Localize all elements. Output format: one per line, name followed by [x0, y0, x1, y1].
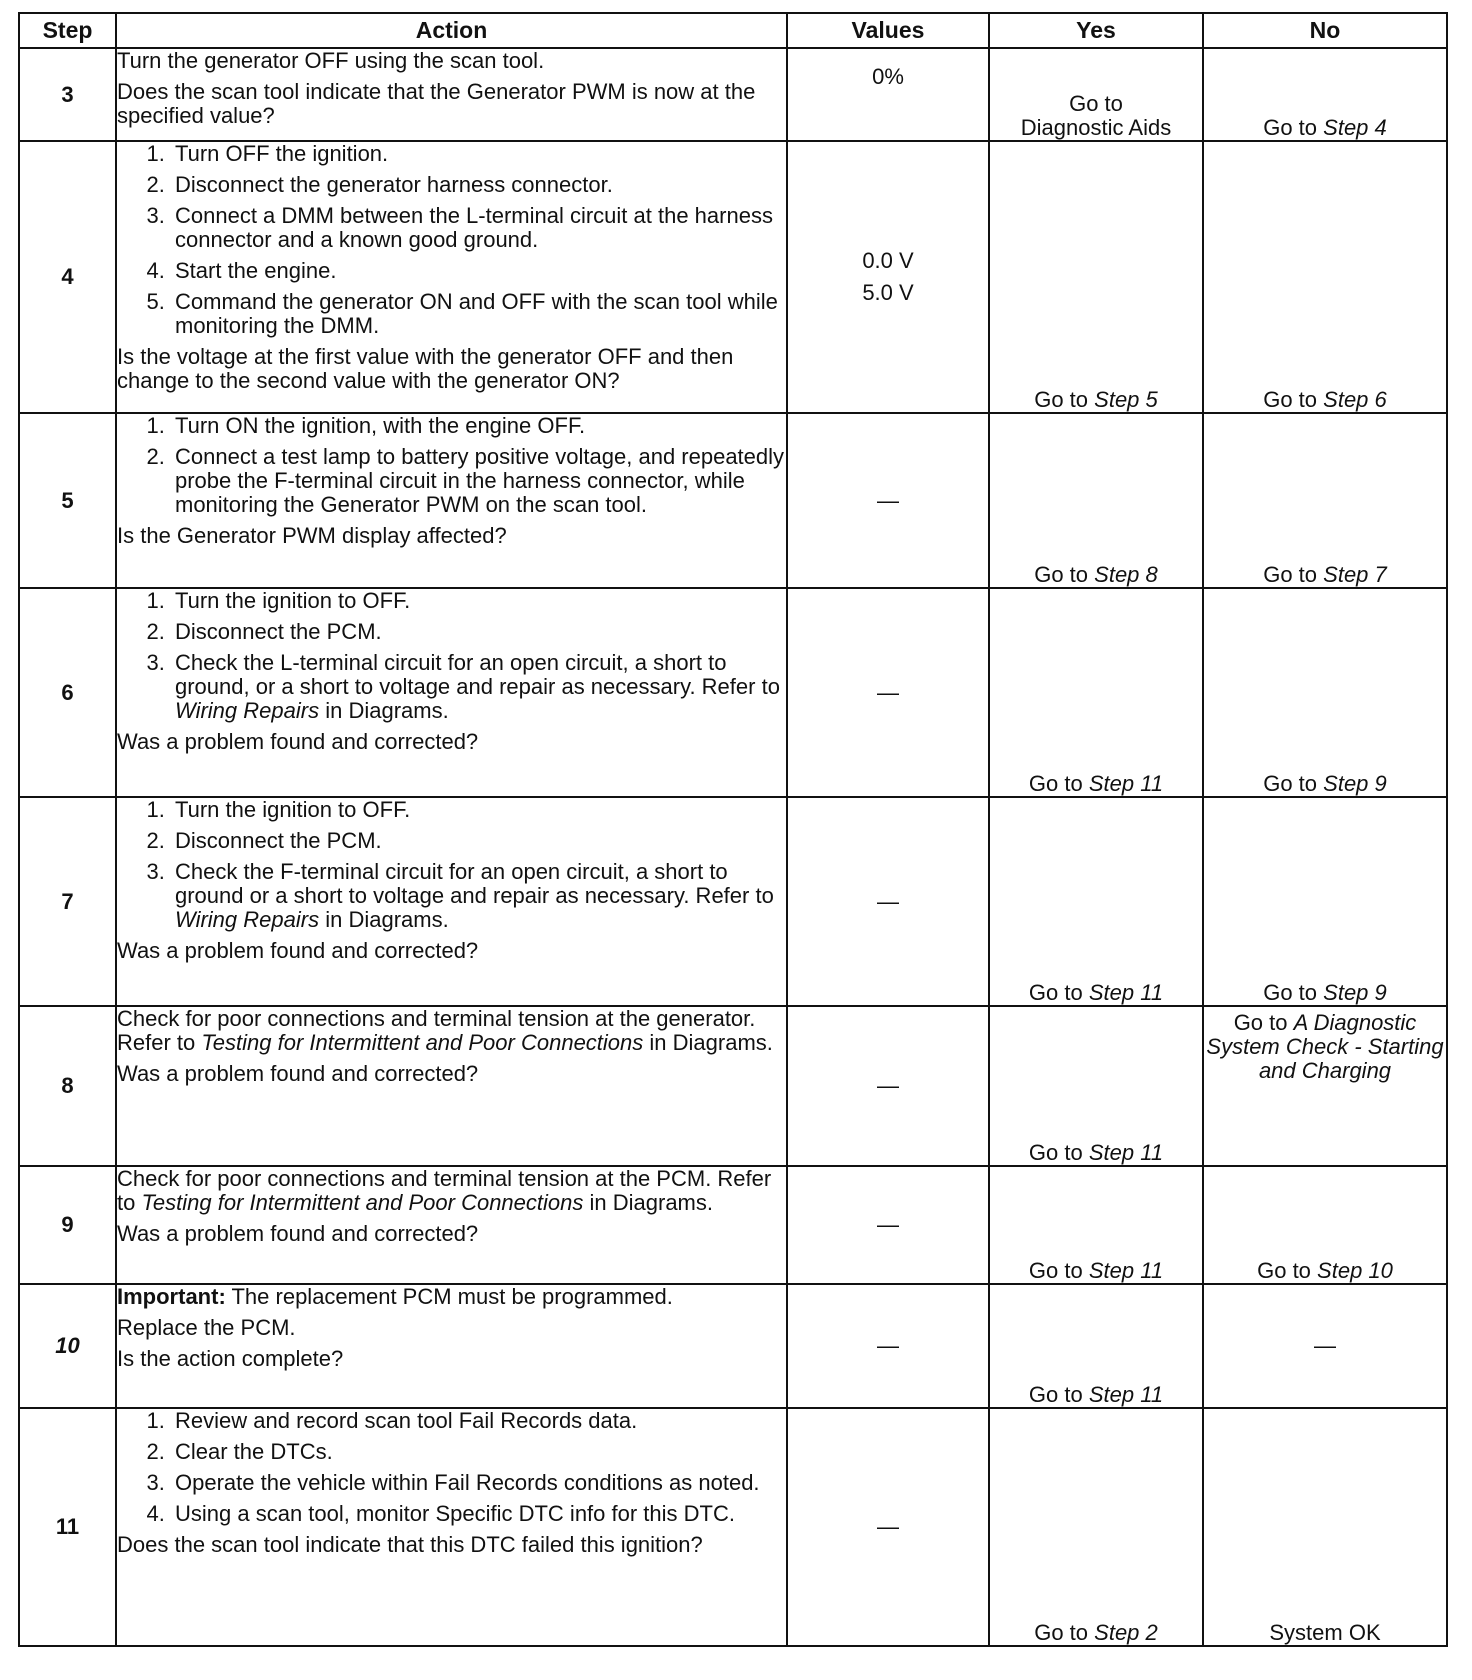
- yes-cell: [989, 1166, 1203, 1284]
- no-prefix: Go to: [1233, 1010, 1288, 1035]
- yes-cell: [989, 1408, 1203, 1646]
- action-question: Is the action complete?: [117, 1346, 344, 1371]
- table-row-step-5: [19, 413, 1447, 588]
- yes-prefix: Go to: [1028, 771, 1083, 796]
- action-cell: [116, 1408, 787, 1646]
- yes-cell: [989, 1006, 1203, 1166]
- no-prefix: Go to: [1263, 562, 1318, 587]
- no-ref[interactable]: Step 9: [1323, 980, 1387, 1005]
- action-text: [117, 1167, 786, 1215]
- values-cell: —: [787, 413, 989, 588]
- values-cell: —: [787, 1284, 989, 1408]
- no-cell: [1203, 413, 1447, 588]
- diagrams-ref: Diagrams.: [672, 1030, 773, 1055]
- diagnostic-table-sheet: [18, 12, 1446, 1647]
- important-note: [117, 1285, 786, 1309]
- no-cell: [1203, 1006, 1447, 1166]
- yes-prefix: Go to: [1034, 562, 1089, 587]
- yes-prefix: Go to: [1028, 1382, 1083, 1407]
- yes-prefix: Go to: [1034, 1620, 1089, 1645]
- values-cell: [787, 141, 989, 413]
- value-first: 0.0 V: [862, 248, 914, 273]
- action-question: Does the scan tool indicate that this DTC failed this ignition?: [117, 1532, 703, 1557]
- action-step: 2. Disconnect the PCM.: [171, 829, 786, 853]
- yes-ref[interactable]: Step 11: [1088, 1258, 1164, 1283]
- table-row-step-7: [19, 797, 1447, 1006]
- action-question: Is the Generator PWM display affected?: [117, 523, 507, 548]
- action-question: Was a problem found and corrected?: [117, 1061, 479, 1086]
- yes-cell: [989, 797, 1203, 1006]
- in-word: in: [589, 1190, 607, 1215]
- header-values: Values: [787, 13, 989, 48]
- no-cell: [1203, 48, 1447, 141]
- values-cell: —: [787, 1006, 989, 1166]
- action-step: 1. Turn OFF the ignition.: [171, 142, 786, 166]
- in-word: in: [325, 907, 343, 932]
- yes-cell: [989, 588, 1203, 797]
- table-row-step-10: [19, 1284, 1447, 1408]
- no-ref[interactable]: Step 7: [1323, 562, 1387, 587]
- step-number: 11: [19, 1408, 116, 1646]
- action-steps: [117, 414, 786, 517]
- important-label: Important:: [117, 1284, 226, 1309]
- yes-cell: [989, 413, 1203, 588]
- header-action: Action: [116, 13, 787, 48]
- action-steps: [117, 589, 786, 723]
- header-yes: Yes: [989, 13, 1203, 48]
- no-cell: —: [1203, 1284, 1447, 1408]
- action-question: Was a problem found and corrected?: [117, 729, 479, 754]
- testing-intermittent-link[interactable]: Testing for Intermittent and Poor Connections: [141, 1190, 584, 1215]
- yes-ref[interactable]: Step 2: [1094, 1620, 1158, 1645]
- action-step: 1. Review and record scan tool Fail Records data.: [171, 1409, 786, 1433]
- in-word: in: [649, 1030, 667, 1055]
- no-prefix: Go to: [1263, 387, 1318, 412]
- action-cell: [116, 1284, 787, 1408]
- in-word: in: [325, 698, 343, 723]
- step-number: 4: [19, 141, 116, 413]
- action-step: 4. Start the engine.: [171, 259, 786, 283]
- table-row-step-8: [19, 1006, 1447, 1166]
- no-cell: [1203, 1166, 1447, 1284]
- values-cell: 0%: [787, 48, 989, 141]
- no-prefix: Go to: [1263, 771, 1318, 796]
- no-ref[interactable]: A Diagnostic System Check - Starting and Charging: [1206, 1010, 1444, 1083]
- table-row-step-4: [19, 141, 1447, 413]
- yes-cell: [989, 1284, 1203, 1408]
- yes-prefix: Go to: [1069, 91, 1123, 116]
- no-ref[interactable]: Step 4: [1323, 115, 1387, 140]
- action-cell: [116, 1006, 787, 1166]
- no-cell: System OK: [1203, 1408, 1447, 1646]
- no-ref[interactable]: Step 9: [1323, 771, 1387, 796]
- action-step: 2. Connect a test lamp to battery positive voltage, and repeatedly probe the F-terminal circuit in the harness connector, while monitoring the Generator PWM on the scan tool.: [171, 445, 786, 517]
- step-number: 6: [19, 588, 116, 797]
- diagnostic-table: [18, 12, 1448, 1647]
- header-step: Step: [19, 13, 116, 48]
- action-text-body: Check for poor connections and terminal tension at the PCM. Refer to: [117, 1166, 772, 1215]
- yes-ref[interactable]: Step 11: [1088, 1382, 1164, 1407]
- table-row-step-11: [19, 1408, 1447, 1646]
- step-number: 9: [19, 1166, 116, 1284]
- action-cell: [116, 797, 787, 1006]
- value-second: 5.0 V: [862, 280, 914, 305]
- action-step-text: Check the F-terminal circuit for an open circuit, a short to ground or a short to voltage and repair as necessary. Refer to: [175, 859, 774, 908]
- yes-ref[interactable]: Step 11: [1088, 771, 1164, 796]
- action-step: [171, 651, 786, 723]
- step-number: 5: [19, 413, 116, 588]
- action-step: 2. Clear the DTCs.: [171, 1440, 786, 1464]
- values-cell: —: [787, 1166, 989, 1284]
- action-line: Replace the PCM.: [117, 1315, 296, 1340]
- wiring-repairs-link[interactable]: Wiring Repairs: [175, 698, 320, 723]
- action-cell: [116, 1166, 787, 1284]
- action-step: 3. Operate the vehicle within Fail Records conditions as noted.: [171, 1471, 786, 1495]
- action-steps: [117, 798, 786, 932]
- testing-intermittent-link[interactable]: Testing for Intermittent and Poor Connections: [201, 1030, 644, 1055]
- yes-ref[interactable]: Step 11: [1088, 1140, 1164, 1165]
- action-step: 2. Disconnect the PCM.: [171, 620, 786, 644]
- action-steps: [117, 1409, 786, 1526]
- step-number: 3: [19, 48, 116, 141]
- action-step: 3. Connect a DMM between the L-terminal circuit at the harness connector and a known good ground.: [171, 204, 786, 252]
- yes-prefix: Go to: [1028, 980, 1083, 1005]
- yes-cell: [989, 141, 1203, 413]
- action-step-text: Check the L-terminal circuit for an open circuit, a short to ground, or a short to voltage and repair as necessary. Refer to: [175, 650, 780, 699]
- header-no: No: [1203, 13, 1447, 48]
- yes-ref[interactable]: Diagnostic Aids: [1020, 115, 1172, 140]
- action-cell: [116, 141, 787, 413]
- action-cell: [116, 48, 787, 141]
- yes-cell: [989, 48, 1203, 141]
- yes-ref[interactable]: Step 11: [1088, 980, 1164, 1005]
- no-prefix: Go to: [1263, 115, 1318, 140]
- action-question: Was a problem found and corrected?: [117, 1221, 479, 1246]
- action-step: 1. Turn the ignition to OFF.: [171, 589, 786, 613]
- action-question: Does the scan tool indicate that the Generator PWM is now at the specified value?: [117, 79, 756, 128]
- values-cell: —: [787, 588, 989, 797]
- important-text: The replacement PCM must be programmed.: [231, 1284, 673, 1309]
- yes-prefix: Go to: [1034, 387, 1089, 412]
- diagrams-ref: Diagrams.: [348, 907, 449, 932]
- values-cell: —: [787, 797, 989, 1006]
- action-step: [171, 860, 786, 932]
- yes-prefix: Go to: [1028, 1258, 1083, 1283]
- diagrams-ref: Diagrams.: [612, 1190, 713, 1215]
- action-text: [117, 1007, 786, 1055]
- no-cell: [1203, 588, 1447, 797]
- action-text-body: Check for poor connections and terminal tension at the generator. Refer to: [117, 1006, 756, 1055]
- table-row-step-6: [19, 588, 1447, 797]
- action-steps: [117, 142, 786, 338]
- step-number: 7: [19, 797, 116, 1006]
- diagrams-ref: Diagrams.: [348, 698, 449, 723]
- action-step: 1. Turn ON the ignition, with the engine OFF.: [171, 414, 786, 438]
- action-step: 5. Command the generator ON and OFF with the scan tool while monitoring the DMM.: [171, 290, 786, 338]
- no-prefix: Go to: [1257, 1258, 1311, 1283]
- no-prefix: Go to: [1263, 980, 1318, 1005]
- table-row-step-9: [19, 1166, 1447, 1284]
- header-row: [19, 13, 1447, 48]
- step-number: 8: [19, 1006, 116, 1166]
- action-step: 4. Using a scan tool, monitor Specific DTC info for this DTC.: [171, 1502, 786, 1526]
- no-cell: [1203, 797, 1447, 1006]
- yes-ref[interactable]: Step 8: [1094, 562, 1158, 587]
- step-number: 10: [19, 1284, 116, 1408]
- action-step: 2. Disconnect the generator harness connector.: [171, 173, 786, 197]
- no-cell: [1203, 141, 1447, 413]
- action-question: Was a problem found and corrected?: [117, 938, 479, 963]
- no-ref[interactable]: Step 10: [1317, 1258, 1393, 1283]
- action-step: 1. Turn the ignition to OFF.: [171, 798, 786, 822]
- table-row-step-3: [19, 48, 1447, 141]
- action-cell: [116, 588, 787, 797]
- action-cell: [116, 413, 787, 588]
- yes-ref[interactable]: Step 5: [1094, 387, 1158, 412]
- action-question: Is the voltage at the first value with the generator OFF and then change to the second value with the generator ON?: [117, 344, 734, 393]
- no-ref[interactable]: Step 6: [1323, 387, 1387, 412]
- wiring-repairs-link[interactable]: Wiring Repairs: [175, 907, 320, 932]
- action-line: Turn the generator OFF using the scan tool.: [117, 48, 545, 73]
- values-cell: —: [787, 1408, 989, 1646]
- yes-prefix: Go to: [1028, 1140, 1083, 1165]
